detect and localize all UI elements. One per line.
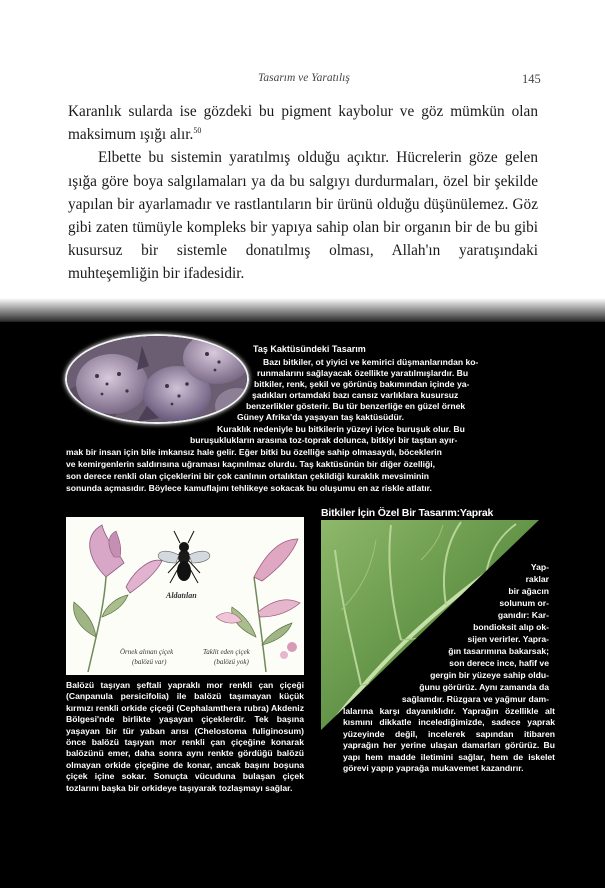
cactus-line: bitkiler, renk, şekil ve görünüş bakımından içinde ya-: [254, 379, 470, 389]
leaf-line: gergin bir yüzeye sahip oldu-: [430, 670, 549, 680]
leaf-line: bir ağacın: [508, 586, 549, 596]
leaf-line: ğın tasarımına bakarsak;: [448, 646, 549, 656]
illustration-left-sub: (balözü var): [132, 658, 167, 666]
cactus-title: Taş Kaktüsündeki Tasarım: [253, 344, 366, 354]
dark-fade: [0, 298, 605, 324]
leaf-line: ğunu görürüz. Aynı zamanda da: [419, 682, 549, 692]
leaf-line: solunum or-: [499, 598, 549, 608]
cactus-line: mak bir insan için bile imkansız hale gelir. Eğer bitki bu özelliğe sahip olmasaydı, böceklerin: [66, 447, 442, 457]
paragraph-1-text: Karanlık sularda ise gözdeki bu pigment kaybolur ve göz mümkün olan maksimum ışığı alır.: [68, 103, 538, 144]
body-text: [68, 100, 538, 286]
illustration-right-label: Taklit eden çiçek: [203, 648, 250, 656]
leaf-line: Yap-: [530, 562, 549, 572]
cactus-line: Kuraklık nedeniyle bu bitkilerin yüzeyi iyice buruşuk olur. Bu: [217, 424, 465, 434]
page-number: 145: [522, 72, 541, 86]
stone-cactus-photo: [65, 334, 249, 424]
cactus-line: ve kemirgenlerin saldırısına uğraması kaçınılmaz olurdu. Taş kaktüsünün bir diğer özelliği,: [66, 459, 436, 469]
paragraph-1: [68, 100, 538, 146]
orchid-caption: [66, 680, 304, 794]
leaf-line: bondioksit alıp ok-: [473, 622, 549, 632]
illustration-right-sub: (balözü yok): [214, 658, 249, 666]
paragraph-2: Elbette bu sistemin yaratılmış olduğu açıktır. Hücrelerin göze gelen ışığa göre boya salgılamaları ya da bu salgıyı durdurmaları, özel bir şekilde yapılan bir ayarlamadır ve rastlantıların bir ürünü olduğu düşünülemez. Göz gibi zaten tümüyle kompleks bir yapıya sahip olan bir organın bir de bu gibi kusursuz bir sistemle donatılmış olması, Allah'ın yaratışındaki muhteşemliğin bir ifadesidir.: [68, 149, 538, 283]
orchid-bee-illustration: [66, 517, 304, 675]
illustration-left-label: Örnek alınan çiçek: [120, 648, 174, 656]
leaf-line: sağlamdır. Rüzgara ve yağmur dam-: [401, 694, 549, 704]
cactus-line: buruşuklukların arasına toz-toprak dolunca, bitkiyi bir taştan ayır-: [190, 435, 458, 445]
illustration-center-label: Aldatılan: [166, 591, 197, 600]
page-header: [0, 72, 605, 90]
leaf-caption-rest: [343, 706, 555, 774]
cactus-line: Bazı bitkiler, ot yiyici ve kemirici düşmanlarından ko-: [263, 357, 479, 367]
running-title: Tasarım ve Yaratılış: [258, 72, 350, 84]
leaf-line: son derece ince, hafif ve: [449, 658, 549, 668]
footnote-ref: 50: [193, 126, 202, 136]
cactus-line: runmalarını sağlayacak özellikte yaratılmışlardır. Bu: [257, 368, 469, 378]
cactus-line: son derece renkli olan çiçeklerini bir çok canlının ortalıktan çekildiği kuraklık mevsiminin: [66, 471, 429, 481]
cactus-line: şadıkları ortamdaki bazı cansız varlıklara kusursuz: [252, 390, 459, 400]
cactus-line: sonunda açmasıdır. Böylece kamuflajını tehlikeye sokacak bu oluşumu en az riskle atlatır.: [66, 483, 432, 493]
leaf-line: raklar: [525, 574, 549, 584]
cactus-line: benzerlikler gösterir. Bu tür benzerliğe en güzel örnek: [246, 401, 466, 411]
leaf-line: sijen verirler. Yapra-: [467, 634, 549, 644]
leaf-caption-rest-text: lalarına karşı dayanıklıdır. Yaprağın özellikle alt kısmını dikkatle incelediğimizde, sadece yaprak yüzeyinde değil, incelerek sapından itibaren yaprağın her yerine ulaşan damarları görürüz. Bu yapı hem madde iletimini sağlar, hem de iskelet görevi yapıp yaprağa mukavemet kazandırır.: [343, 706, 555, 774]
leaf-heading: Bitkiler İçin Özel Bir Tasarım:Yaprak: [321, 507, 494, 519]
orchid-caption-text: Balözü taşıyan şeftali yapraklı mor renkli çan çiçeği (Canpanula persicifolia) ile balözü taşımayan küçük kırmızı renkli orkide çiçeği (Cephalamthera rubra) Akdeniz Bölgesi'nde birlikte yaşayan çiçeklerdir. Tek başına yaşayan bir tür yaban arısı (Chelostoma fuliginosum) önce balözü taşıyan mor renkli çan çiçeğine konarak balözünü emer, daha sonra aynı renkte gördüğü balözü olmayan orkide çiçeğine de konar, ancak başını boşuna çiçek içine sokar. Sonuçta vücuduna bulaşan çiçek tozlarını başka bir orkideye taşıyarak tozlaşmayı sağlar.: [66, 680, 304, 793]
cactus-line: Güney Afrika'da yaşayan taş kaktüsüdür.: [237, 412, 404, 422]
leaf-line: ganıdır: Kar-: [497, 610, 549, 620]
